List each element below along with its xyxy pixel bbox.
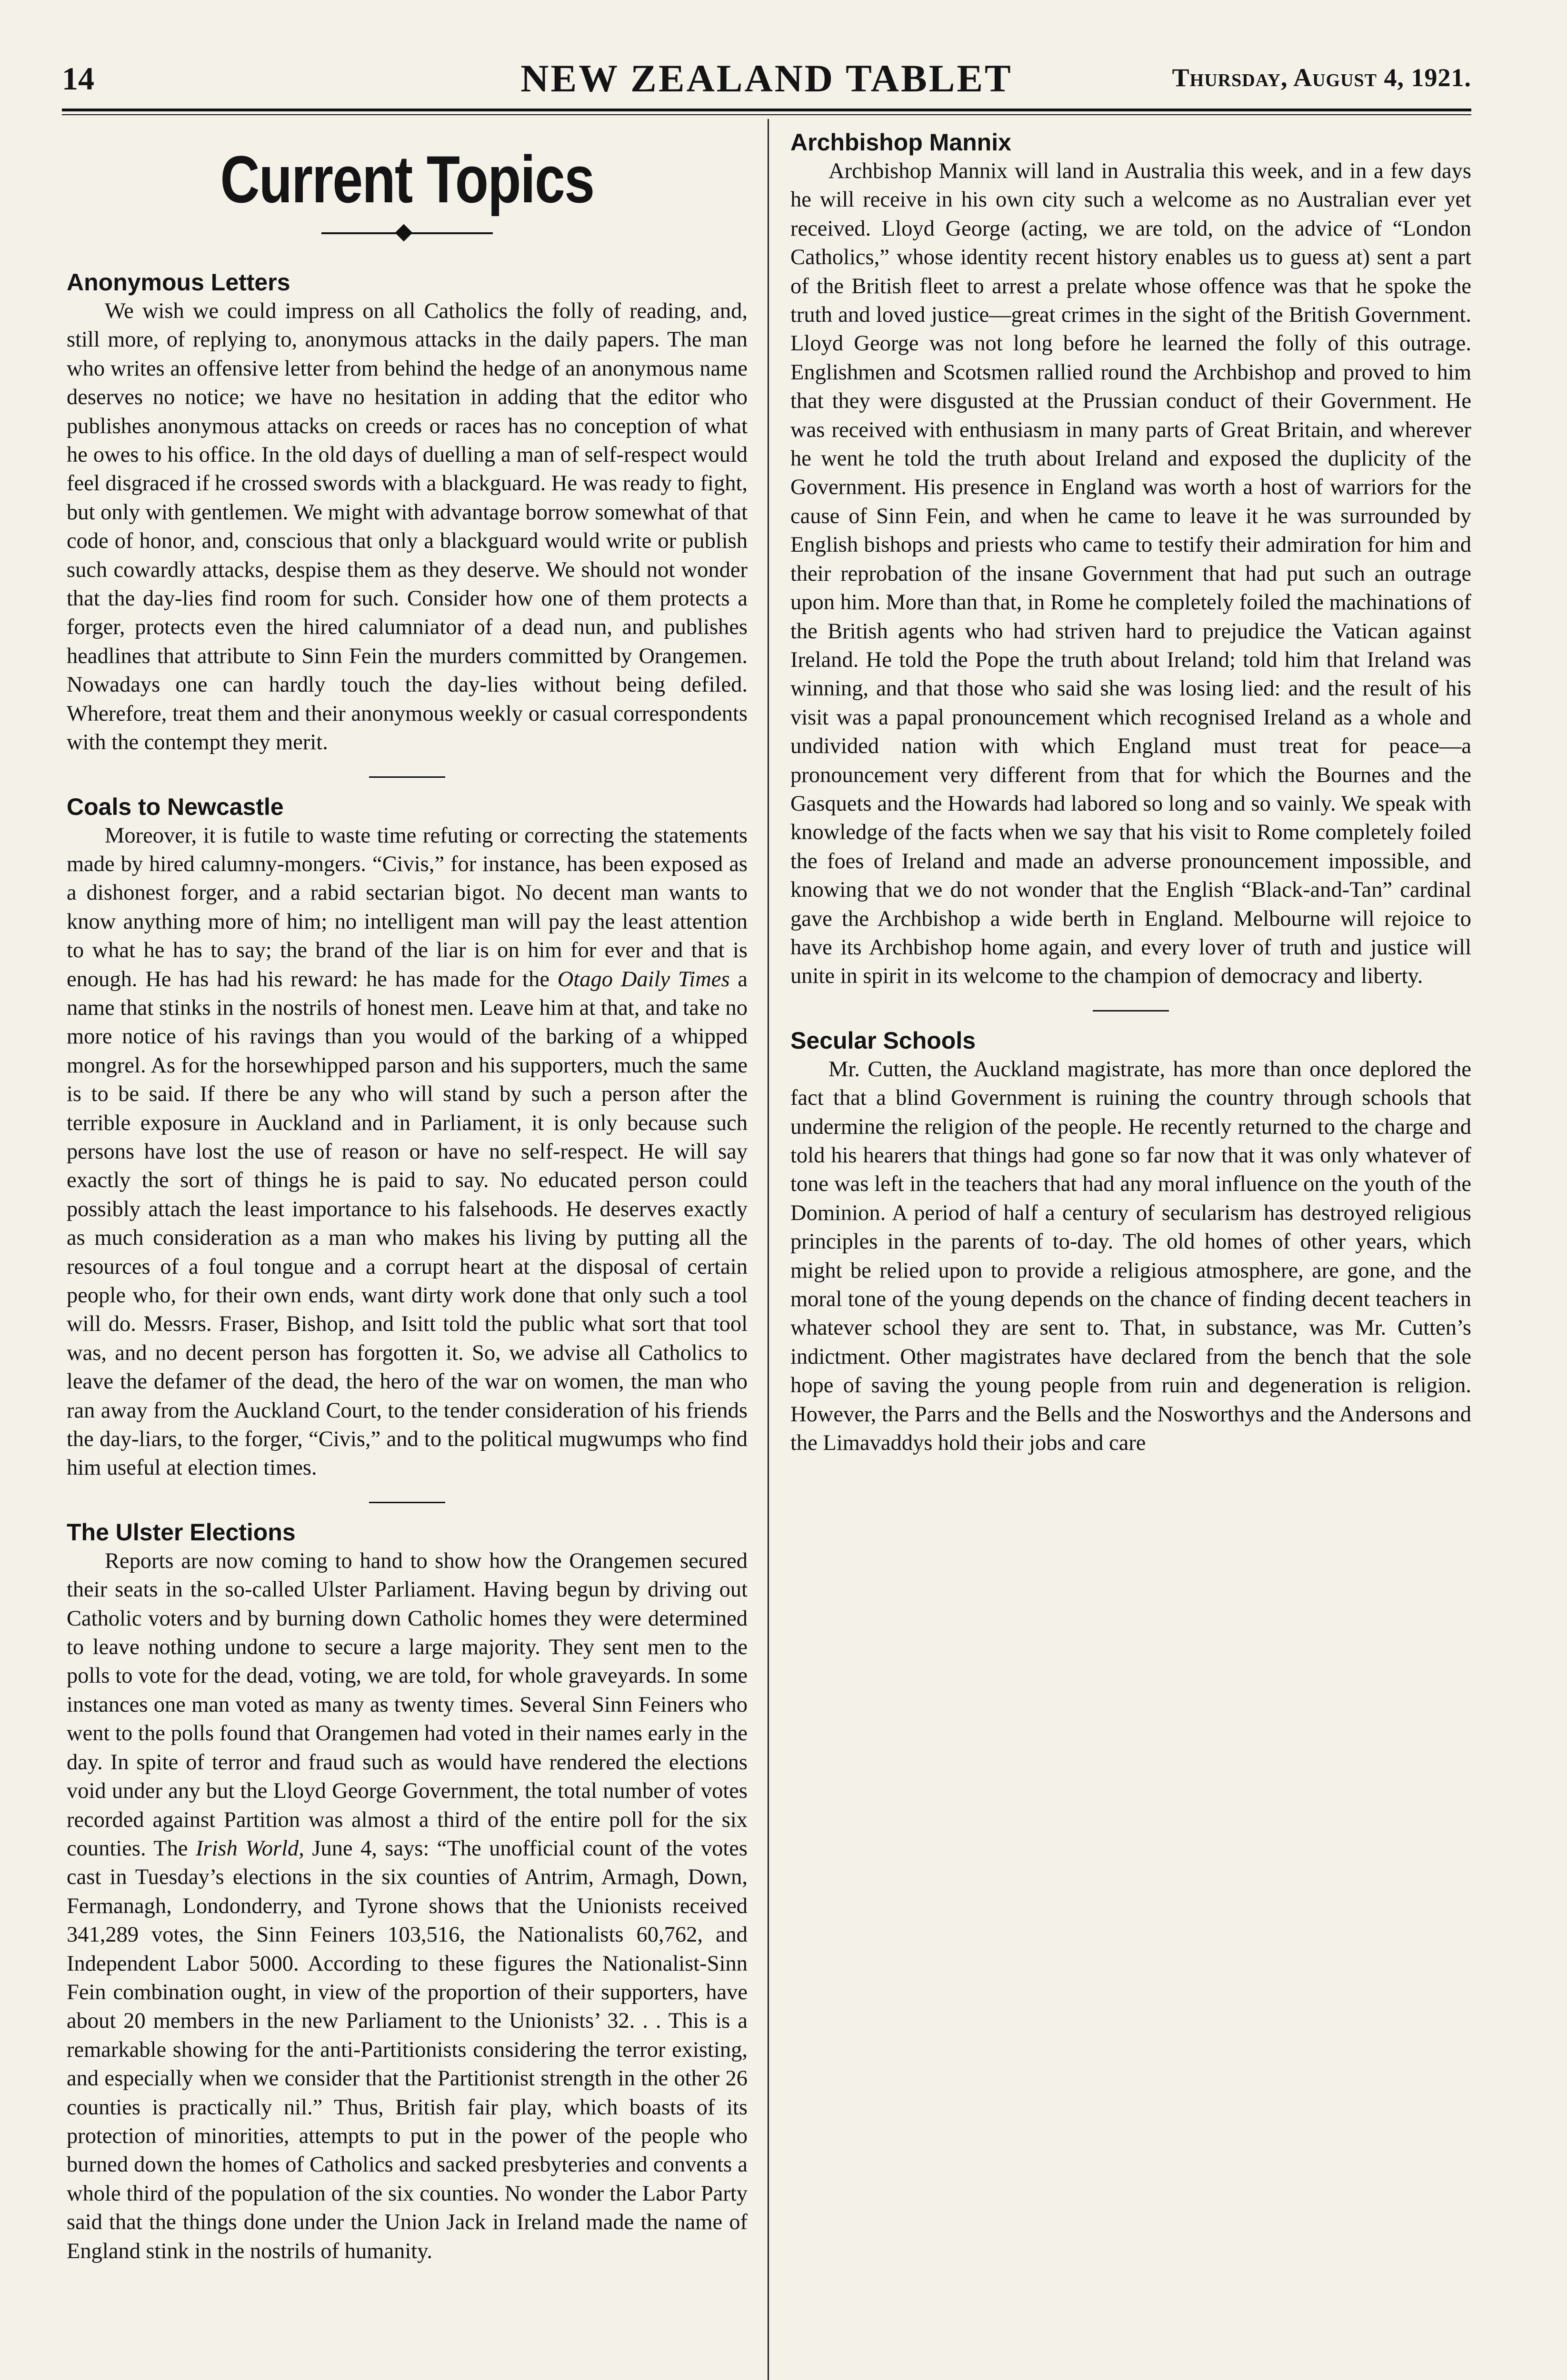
section-divider xyxy=(1093,1010,1169,1012)
section-heading: Anonymous Letters xyxy=(67,269,290,296)
title-ornament xyxy=(321,232,493,234)
page-title: Current Topics xyxy=(220,142,594,217)
section-body: Archbishop Mannix will land in Australia this week, and in a few days he will receive in his own city such a welcome as no Australian ever yet received. Lloyd George (acting, we are told, on the advice of “London Catholics,” whose identity recent history enables us to guess at) sent a part of the British fleet to arrest a prelate whose offence was that he spoke the truth and loved justice—great crimes in the sight of the British Government. Lloyd George was not long before he learned the folly of this outrage. Englishmen and Scotsmen rallied round the Archbishop and proved to him that they were disgusted at the Prussian conduct of their Government. He was received with enthusiasm in many parts of Great Britain, and wherever he went he told the truth about Ireland and exposed the duplicity of the Government. His presence in England was worth a host of warriors for the cause of Sinn Fein, and when he came to leave it he was surrounded by English bishops and priests who came to testify their admiration for him and their reprobation of the insane Government that had put such an outrage upon him. More than that, in Rome he completely foiled the machinations of the British agents who had striven hard to prejudice the Vatican against Ireland. He told the Pope the truth about Ireland; told him that Ireland was winning, and that those who said she was losing lied: and the result of his visit was a papal pronouncement which recognised Ireland as a whole and undivided nation with which England must treat for peace—a pronouncement very different from that for which the Bournes and the Gasquets and the Howards had labored so long and so vainly. We speak with knowledge of the facts when we say that his visit to Rome completely foiled the foes of Ireland and made an adverse pronouncement impossible, and knowing that we do not wonder that the English “Black-and-Tan” cardinal gave the Archbishop a wide berth in England. Melbourne will rejoice to have its Archbishop home again, and every lover of truth and justice will unite in spirit in its welcome to the champion of democracy and liberty. xyxy=(790,159,1471,989)
section-heading: The Ulster Elections xyxy=(67,1518,296,1546)
section-body: We wish we could impress on all Catholics the folly of reading, and, still more, of replying to, anonymous attacks in the daily papers. The man who writes an offensive letter from behind the hedge of an anonymous name deserves no notice; we have no hesitation in adding that the editor who publishes anonymous attacks on creeds or races has no conception of what he owes to his office. In the old days of duelling a man of self-respect would feel disgraced if he crossed swords with a blackguard. He was ready to fight, but only with gentlemen. We might with advantage borrow somewhat of that code of honor, and, conscious that only a blackguard would write or publish such cowardly attacks, despise them as they deserve. We should not wonder that the day-lies find room for such. Consider how one of them protects a forger, protects even the hired calumniator of a dead nun, and publishes headlines that attribute to Sinn Fein the murders committed by Orangemen. Nowadays one can hardly touch the day-lies without being defiled. Wherefore, treat them and their anonymous weekly or casual correspondents with the contempt they merit. xyxy=(67,299,748,755)
right-column xyxy=(790,124,1471,1477)
header-rule-thin xyxy=(62,114,1471,115)
header-rule xyxy=(62,109,1471,111)
newspaper-name: Irish World, xyxy=(195,1836,304,1861)
section-heading: Coals to Newcastle xyxy=(67,793,284,820)
section-divider xyxy=(369,1502,445,1503)
section-archbishop-mannix xyxy=(790,128,1471,991)
section-coals-to-newcastle xyxy=(67,792,748,1483)
section-divider xyxy=(369,776,445,778)
body-text: June 4, says: “The unofficial count of the votes cast in Tuesday’s elections in the six counties of Antrim, Armagh, Down, Fermanagh, Londonderry, and Tyrone shows that the Unionists received 341,289 votes, the Sinn Feiners 103,516, the Nationalists 60,762, and Independent Labor 5000. According to these figures the Nationalist-Sinn Fein combination ought, in view of the proportion of their supporters, have about 20 members in the new Parliament to the Unionists’ 32. . . This is a remarkable showing for the anti-Partitionists considering the terror existing, and especially when we consider that the Partitionist strength in the other 26 counties is practically nil.” Thus, British fair play, which boasts of its protection of minorities, attempts to put in the power of the people who burned down the homes of Catholics and sacked presbyteries and convents a whole third of the population of the six counties. No wonder the Labor Party said that the things done under the Union Jack in Ireland made the name of England stink in the nostrils of humanity. xyxy=(67,1836,748,2263)
section-body xyxy=(67,1547,748,2266)
body-text: a name that stinks in the nostrils of honest men. Leave him at that, and take no more notice of his ravings than you would of the barking of a whipped mongrel. As for the horsewhipped parson and his supporters, much the same is to be said. If there be any who will stand by such a person after the terrible exposure in Auckland and in Parliament, it is only because such persons have lost the use of reason or have no self-respect. He will say exactly the sort of things he is paid to say. No educated person could possibly attach the least importance to his falsehoods. He deserves exactly as much consideration as a man who makes his living by putting all the resources of a foul tongue and a corrupt heart at the disposal of certain people who, for their own ends, want dirty work done that only such a tool will do. Messrs. Fraser, Bishop, and Isitt told the public what sort that tool was, and no decent person has forgotten it. So, we advise all Catholics to leave the defamer of the dead, the hero of the war on women, the man who ran away from the Auckland Court, to the tender consideration of his friends the day-liars, to the forger, “Civis,” and to the political mugwumps who find him useful at election times. xyxy=(67,967,748,1480)
section-heading: Archbishop Mannix xyxy=(790,129,1011,156)
issue-date: Thursday, August 4, 1921. xyxy=(1172,63,1471,92)
body-text: Reports are now coming to hand to show how the Orangemen secured their seats in the so-called Ulster Parliament. Having begun by driving out Catholic voters and by burning down Catholic homes they were determined to leave nothing undone to secure a large majority. They sent men to the polls to vote for the dead, voting, we are told, for whole graveyards. In some instances one man voted as many as twenty times. Several Sinn Feiners who went to the polls found that Orangemen had voted in their names early in the day. In spite of terror and fraud such as would have rendered the elections void under any but the Lloyd George Government, the total number of votes recorded against Partition was almost a third of the entire poll for the six counties. The xyxy=(67,1548,748,1861)
page-number: 14 xyxy=(62,60,94,97)
section-ulster-elections xyxy=(67,1517,748,2266)
section-body xyxy=(67,822,748,1483)
body-text: Moreover, it is futile to waste time refuting or correcting the statements made by hired calumny-mongers. “Civis,” for instance, has been exposed as a dishonest forger, and a rabid sectarian bigot. No decent man wants to know anything more of him; no intelligent man will pay the least attention to what he has to say; the brand of the liar is on him for ever and that is enough. He has had his reward: he has made for the xyxy=(67,823,748,992)
journal-title: NEW ZEALAND TABLET xyxy=(520,57,1013,100)
section-secular-schools xyxy=(790,1026,1471,1458)
column-divider xyxy=(768,119,769,2380)
masthead xyxy=(62,56,1471,109)
left-column xyxy=(67,124,748,2285)
newspaper-name: Otago Daily Times xyxy=(557,967,730,992)
section-body: Mr. Cutten, the Auckland magistrate, has more than once deplored the fact that a blind Government is ruining the country through schools that undermine the religion of the people. He recently returned to the charge and told his hearers that things had gone so far now that it was only whatever of tone was left in the teachers that had any moral influence on the youth of the Dominion. A period of half a century of secularism has destroyed religious principles in the parents of to-day. The old homes of other years, which might be relied upon to provide a religious atmosphere, are gone, and the moral tone of the young depends on the chance of finding decent teachers in whatever school they are sent to. That, in substance, was Mr. Cutten’s indictment. Other magistrates have declared from the bench that the sole hope of saving the young people from ruin and degeneration is religion. However, the Parrs and the Bells and the Nosworthys and the Andersons and the Limavaddys hold their jobs and care xyxy=(790,1057,1471,1456)
section-heading: Secular Schools xyxy=(790,1027,976,1054)
section-anonymous-letters xyxy=(67,268,748,757)
